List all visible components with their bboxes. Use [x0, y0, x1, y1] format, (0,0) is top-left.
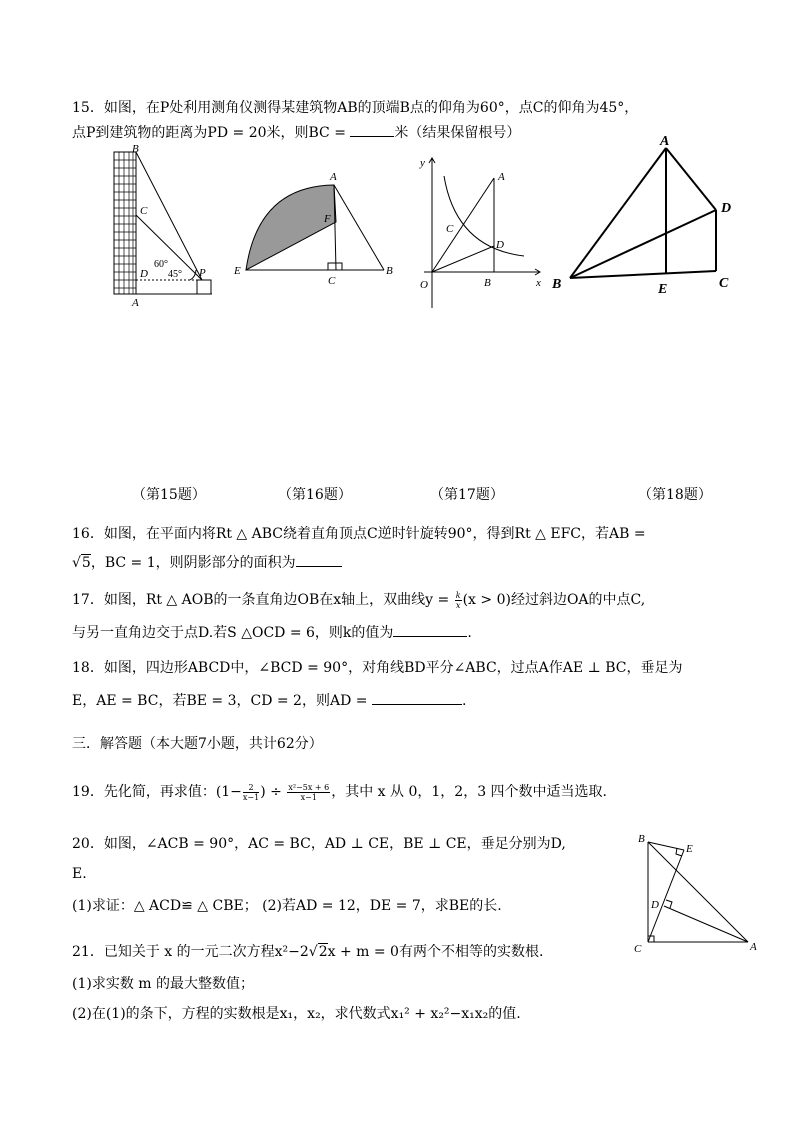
caption-17: （第17题）	[430, 487, 504, 503]
figure-16	[228, 164, 400, 290]
figure-18	[548, 130, 748, 300]
label-A: A	[750, 941, 757, 953]
q17-fraction: $\frac{k}{x}$	[455, 590, 461, 610]
q17-line2: 与另一直角边交于点D.若S △OCD = 6，则k的值为 .	[72, 622, 472, 643]
figure-20	[626, 828, 766, 958]
label-C: C	[446, 223, 454, 235]
q16-answer-blank[interactable]	[296, 552, 342, 567]
label-B: B	[132, 143, 139, 155]
label-D: D	[140, 268, 148, 280]
label-D: D	[651, 899, 659, 911]
label-C: C	[328, 275, 336, 287]
q19-fraction-1: $\frac{2}{x-1}$	[242, 782, 260, 802]
caption-18: （第18题）	[638, 487, 712, 503]
q16-sqrt: 5	[81, 555, 91, 571]
q19-fraction-2: $\frac{\text{x²−5x + 6}}{x-1}$	[288, 782, 330, 802]
q21-line2: (1)求实数 m 的最大整数值；	[72, 976, 255, 992]
q20-line3: (1)求证：△ ACD≌ △ CBE； (2)若AD = 12，DE = 7，求BE的长.	[72, 898, 502, 914]
q18-line2: E，AE = BC，若BE = 3，CD = 2，则AD = .	[72, 690, 466, 711]
label-B: B	[552, 277, 562, 292]
label-A: A	[330, 171, 337, 183]
label-y: y	[420, 157, 425, 169]
q16-line2: √5，BC = 1，则阴影部分的面积为	[72, 552, 342, 573]
label-B: B	[484, 277, 491, 289]
label-F: F	[324, 213, 331, 225]
label-E: E	[658, 282, 668, 297]
q21-line3: (2)在(1)的条下，方程的实数根是x₁，x₂，求代数式x₁² + x₂²−x₁x₂的值.	[72, 1006, 521, 1022]
q20-line1: 20．如图，∠ACB = 90°，AC = BC，AD ⊥ CE，BE ⊥ CE，垂足分别为D,	[72, 836, 566, 852]
label-D: D	[496, 239, 504, 251]
label-C: C	[634, 943, 642, 955]
label-B: B	[638, 833, 645, 845]
sqrt-symbol: √	[72, 555, 81, 571]
label-O: O	[420, 279, 428, 291]
label-E: E	[234, 265, 241, 277]
q19-line: 19．先化简，再求值：(1− $\frac{2}{x-1}$ ) ÷ $\frac{\text{x²−5x + 6}}{x-1}$ ，其中 x 从 0，1，2，3 四个数中适当选取.	[72, 782, 608, 802]
q16-line1: 16．如图，在平面内将Rt △ ABC绕着直角顶点C逆时针旋转90°，得到Rt △ EFC，若AB =	[72, 526, 646, 542]
label-60deg: 60°	[154, 259, 168, 270]
label-E: E	[686, 843, 693, 855]
q20-line2: E.	[72, 866, 87, 882]
q18-answer-blank[interactable]	[372, 690, 462, 705]
caption-16: （第16题）	[278, 487, 352, 503]
q15-answer-blank[interactable]	[350, 122, 394, 137]
q21-line1: 21．已知关于 x 的一元二次方程x²−2√2x + m = 0有两个不相等的实数根.	[72, 944, 544, 960]
figure-17	[412, 152, 548, 312]
label-A: A	[498, 171, 505, 183]
q21-sqrt: 2	[318, 944, 328, 960]
q17-line1: 17．如图，Rt △ AOB的一条直角边OB在x轴上，双曲线y = $\frac{k}{x}$ (x > 0)经过斜边OA的中点C,	[72, 590, 646, 610]
q18-line1: 18．如图，四边形ABCD中，∠BCD = 90°，对角线BD平分∠ABC，过点A作AE ⊥ BC，垂足为	[72, 660, 683, 676]
q15-line2: 点P到建筑物的距离为PD = 20米，则BC = 米（结果保留根号）	[72, 122, 520, 143]
label-A: A	[660, 134, 670, 149]
label-D: D	[721, 201, 732, 216]
caption-15: （第15题）	[132, 487, 206, 503]
label-x: x	[536, 277, 541, 289]
label-C: C	[719, 276, 729, 291]
sqrt-symbol: √	[308, 944, 318, 960]
label-P: P	[199, 267, 206, 279]
label-C: C	[140, 205, 148, 217]
figure-15	[100, 140, 230, 310]
label-45deg: 45°	[168, 269, 182, 280]
label-B: B	[386, 265, 393, 277]
label-A: A	[132, 297, 139, 309]
q17-answer-blank[interactable]	[393, 622, 467, 637]
section-3-heading: 三．解答题（本大题7小题，共计62分）	[72, 736, 323, 752]
q15-line1: 15．如图，在P处利用测角仪测得某建筑物AB的顶端B点的仰角为60°，点C的仰角为45°，	[72, 100, 639, 116]
